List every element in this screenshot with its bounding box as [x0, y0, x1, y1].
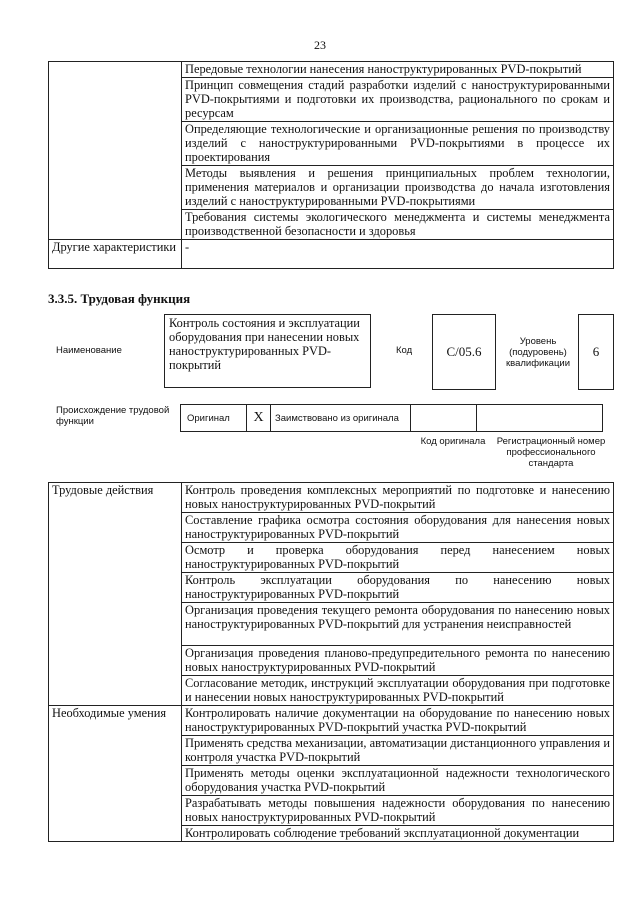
- other-characteristics-value: -: [182, 240, 614, 269]
- actions-label: Трудовые действия: [49, 483, 182, 706]
- page-number: 23: [314, 38, 326, 52]
- action-item: Осмотр и проверка оборудования перед нанесением новых наноструктурированных PVD-покрытий: [182, 543, 614, 573]
- skills-label: Необходимые умения: [49, 706, 182, 842]
- level-value-box: 6: [578, 314, 614, 390]
- skill-item: Применять методы оценки эксплуатационной надежности технологического оборудования участка PVD-покрытий: [182, 766, 614, 796]
- code-original-cell: [410, 404, 476, 432]
- knowledge-item: Принцип совмещения стадий разработки изделий с наноструктурированными PVD-покрытиями и подготовки их производства, рационального по срокам и ресурсам: [182, 78, 614, 122]
- skill-item: Контролировать соблюдение требований эксплуатационной документации: [182, 826, 614, 842]
- function-code-box: C/05.6: [432, 314, 496, 390]
- name-label: Наименование: [56, 345, 122, 356]
- section-title: 3.3.5. Трудовая функция: [48, 291, 191, 306]
- action-item: Контроль проведения комплексных мероприятий по подготовке и нанесению новых наноструктурированных PVD-покрытий: [182, 483, 614, 513]
- function-name-box: Контроль состояния и эксплуатации оборудования при нанесении новых наноструктурированных PVD-покрытий: [164, 314, 371, 388]
- action-item: Организация проведения текущего ремонта оборудования по нанесению новых наноструктурированных PVD-покрытий для устранения неисправностей: [182, 603, 614, 646]
- original-label: Оригинал: [180, 404, 246, 432]
- skill-item: Разрабатывать методы повышения надежности оборудования по нанесению новых наноструктурированных PVD-покрытий: [182, 796, 614, 826]
- knowledge-table: [48, 61, 614, 269]
- action-item: Согласование методик, инструкций эксплуатации оборудования при подготовке и нанесении новых наноструктурированных PVD-покрытий: [182, 676, 614, 706]
- knowledge-item: Передовые технологии нанесения наноструктурированных PVD-покрытий: [182, 62, 614, 78]
- knowledge-item: Требования системы экологического менеджмента и системы менеджмента производственной безопасности и здоровья: [182, 210, 614, 240]
- action-item: Контроль эксплуатации оборудования по нанесению новых наноструктурированных PVD-покрытий: [182, 573, 614, 603]
- origin-row: [180, 404, 603, 432]
- other-characteristics-label: Другие характеристики: [49, 240, 182, 269]
- code-original-caption: Код оригинала: [420, 436, 486, 447]
- knowledge-item: Методы выявления и решения принципиальных проблем технологии, применения материалов и организации производства до начала изготовления изделий с наноструктурированными PVD-покрытиями: [182, 166, 614, 210]
- action-item: Составление графика осмотра состояния оборудования для нанесения новых наноструктурированных PVD-покрытий: [182, 513, 614, 543]
- origin-label: Происхождение трудовой функции: [56, 405, 170, 427]
- code-label: Код: [396, 345, 413, 356]
- reg-number-caption: Регистрационный номер профессионального стандарта: [496, 436, 606, 469]
- action-item: Организация проведения планово-предупредительного ремонта по нанесению новых наноструктурированных PVD-покрытий: [182, 646, 614, 676]
- knowledge-label-cell: [49, 62, 182, 240]
- knowledge-item: Определяющие технологические и организационные решения по производству изделий с наноструктурированными PVD-покрытиями в процессе их проектирования: [182, 122, 614, 166]
- reg-number-cell: [476, 404, 603, 432]
- level-label: Уровень (подуровень) квалификации: [505, 336, 571, 369]
- borrowed-label: Заимствовано из оригинала: [270, 404, 410, 432]
- skill-item: Контролировать наличие документации на оборудование по нанесению новых наноструктурированных PVD-покрытий участка PVD-покрытий: [182, 706, 614, 736]
- actions-skills-table: [48, 482, 614, 842]
- original-mark: X: [246, 404, 270, 432]
- skill-item: Применять средства механизации, автоматизации дистанционного управления и контроля участка PVD-покрытий: [182, 736, 614, 766]
